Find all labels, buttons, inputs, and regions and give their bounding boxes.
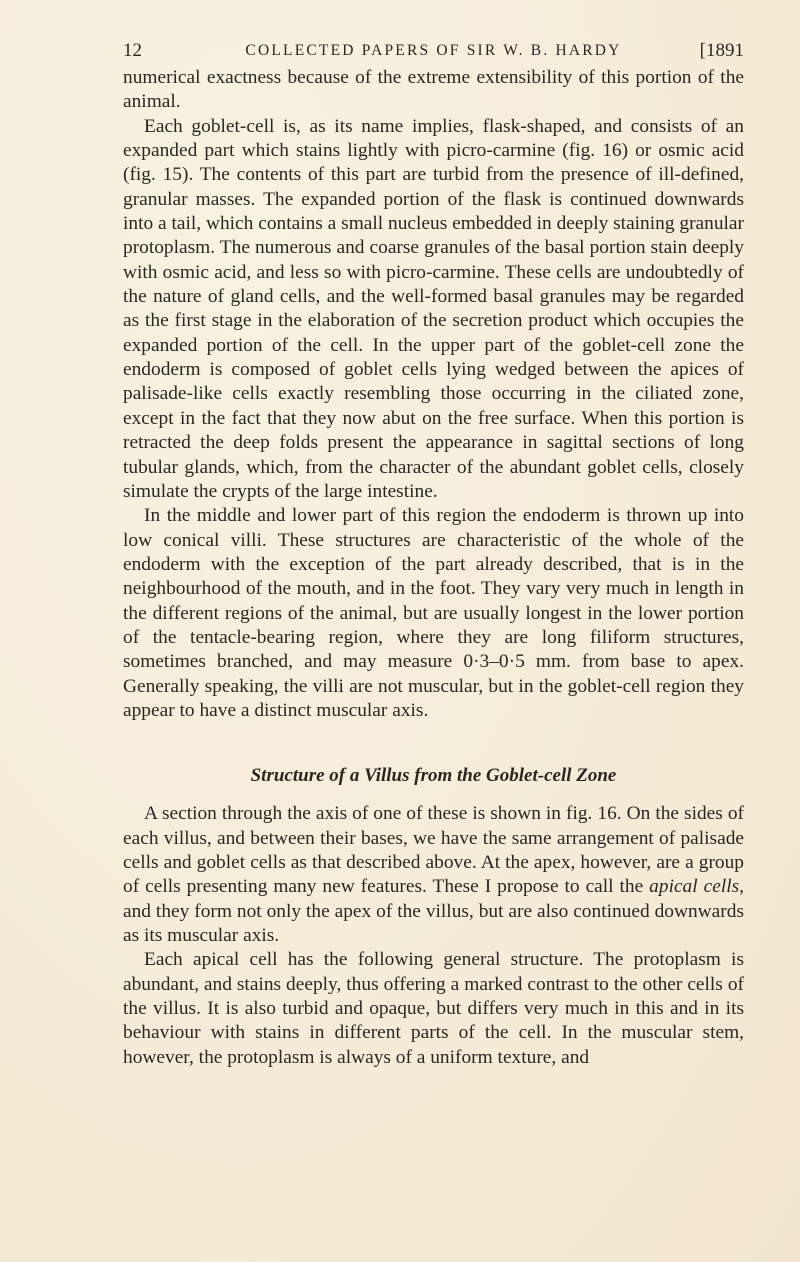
header-year: [1891 — [699, 40, 744, 61]
paragraph-villus-section — [123, 802, 744, 948]
paragraph-apical-cell: Each apical cell has the following general structure. The protoplasm is abundant, and stains deeply, thus offering a marked contrast to the other cells of the villus. It is also turbid and opaque, but differs very much in this and in its behaviour with stains in different parts of the cell. In the muscular stem, however, the protoplasm is always of a uniform texture, and — [123, 949, 744, 1068]
body-text — [123, 66, 744, 1070]
running-header — [123, 38, 744, 64]
page-number: 12 — [123, 40, 142, 61]
book-page — [123, 38, 744, 1070]
paragraph-goblet-cell: Each goblet-cell is, as its name implies, flask-shaped, and consists of an expanded part which stains lightly with picro-carmine (fig. 16) or osmic acid (fig. 15). The contents of this part are turbid from the presence of ill-defined, granular masses. The expanded portion of the flask is continued downwards into a tail, which contains a small nucleus embedded in deeply staining granular protoplasm. The numerous and coarse granules of the basal portion stain deeply with osmic acid, and less so with picro-carmine. These cells are undoubtedly of the nature of gland cells, and the well-formed basal granules may be regarded as the first stage in the elaboration of the secretion product which occupies the expanded portion of the cell. In the upper part of the goblet-cell zone the endoderm is composed of goblet cells lying wedged between the apices of palisade-like cells exactly resembling those occurring in the ciliated zone, except in the fact that they now abut on the free surface. When this portion is retracted the deep folds present the appearance in sagittal sections of long tubular glands, which, from the character of the abundant goblet cells, closely simulate the crypts of the large intestine. — [123, 115, 744, 502]
paragraph-continued: numerical exactness because of the extreme extensibility of this portion of the animal. — [123, 67, 744, 113]
apical-cells-term: apical cells, — [649, 876, 744, 898]
section-heading: Structure of a Villus from the Goblet-cell Zone — [250, 765, 617, 787]
paragraph-text-before: A section through the axis of one of these is shown in fig. 16. On the sides of each villus, and between their bases, we have the same arrangement of palisade cells and goblet cells as that described above. At the apex, however, are a group of cells presenting many new features. These I propose to call the — [123, 803, 744, 898]
running-title: COLLECTED PAPERS OF SIR W. B. HARDY — [245, 42, 622, 59]
paragraph-text-after: and they form not only the apex of the villus, but are also continued downwards as its muscular axis. — [123, 900, 744, 946]
paragraph-villi: In the middle and lower part of this region the endoderm is thrown up into low conical villi. These structures are characteristic of the whole of the endoderm with the exception of the part already described, that is in the neighbourhood of the mouth, and in the foot. They vary very much in length in the different regions of the animal, but are usually longest in the lower portion of the tentacle-bearing region, where they are long filiform structures, sometimes branched, and may measure 0·3–0·5 mm. from base to apex. Generally speaking, the villi are not muscular, but in the goblet-cell region they appear to have a distinct muscular axis. — [123, 505, 744, 721]
